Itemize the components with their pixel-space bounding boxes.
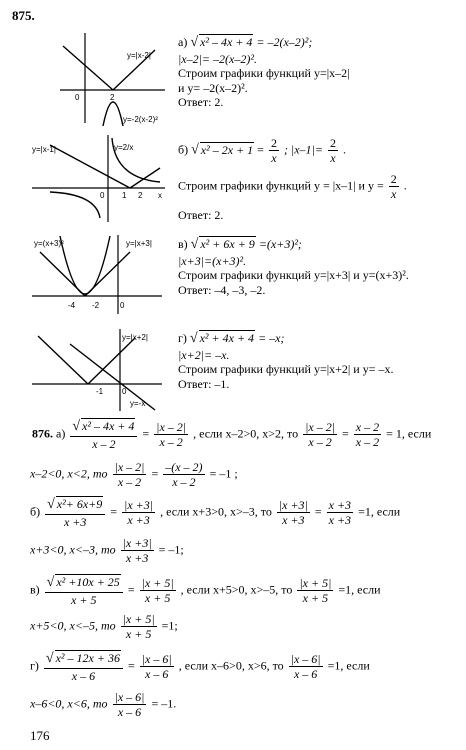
fraction: $\frac{\text{√ x² – 4x + 4}}{x - 2}$ (70, 418, 137, 451)
answer: Ответ: 2. (178, 207, 224, 222)
answer: Ответ: –1. (178, 376, 230, 391)
fraction: $\frac{|x +3|}{x +3}$ (278, 497, 308, 528)
graph-label: 1 (122, 191, 127, 200)
fraction: $\frac{2}{x}$ (390, 171, 397, 202)
radicand: x² + 6x + 9 (200, 237, 255, 251)
part-label: а) (178, 35, 188, 49)
fraction: $\frac{|x + 5|}{x + 5}$ (141, 575, 174, 606)
fraction: $\frac{|x +3|}{x +3}$ (124, 497, 154, 528)
problem-875g-text (178, 330, 463, 391)
part-label: в) (30, 582, 40, 597)
fraction: $\frac{\text{√ x² – 12x + 36}}{x - 6}$ (44, 650, 123, 683)
fraction: $\frac{|x - 2|}{x - 2}$ (156, 419, 187, 450)
equation: |x+3|=(x+3)². (178, 253, 247, 268)
graph-875g (30, 326, 165, 414)
fraction: $\frac{-(x - 2)}{x - 2}$ (165, 460, 203, 490)
problem-876-number: 876. (32, 426, 53, 441)
radical-sign: √ (191, 142, 199, 158)
answer: Ответ: –4, –3, –2. (178, 282, 266, 297)
fraction: $\frac{|x + 5|}{x + 5}$ (122, 612, 155, 642)
problem-876g-line1: г) $\frac{\text{√ x² – 12x + 36}}{x - 6}$ = $\frac{|x - 6|}{x - 6}$ , если x–6>0, x>6, то $\frac{|x - 6|}{x - 6}$ =1, если (30, 651, 370, 683)
equation (178, 330, 463, 348)
equation-rhs: = –x; (258, 331, 285, 345)
statement: Строим графики функций y=|x+2| и y= –x. (178, 362, 394, 377)
graph-875a (55, 28, 170, 128)
radicand: x² + 4x + 4 (199, 331, 255, 345)
fraction: $\frac{\text{√ x²+ 6x+9}}{x +3}$ (45, 496, 105, 529)
radical-sign: √ (190, 237, 199, 252)
graph-label: y=-2(x-2)² (123, 115, 158, 124)
fraction: $\frac{|x - 6|}{x - 6}$ (141, 651, 172, 682)
page-number: 176 (30, 728, 50, 743)
part-label: г) (178, 331, 187, 345)
radicand: x² – 4x + 4 (200, 35, 253, 49)
part-label: б) (178, 142, 189, 157)
problem-875a-text (178, 34, 458, 109)
graph-label: y=(x+3)² (34, 239, 64, 248)
fraction: $\frac{|x - 2|}{x - 2}$ (305, 419, 336, 450)
part-label: г) (30, 658, 39, 673)
graph-label: 0 (100, 191, 105, 200)
equation-rhs: =(x+3)²; (258, 237, 302, 251)
radical-sign: √ (189, 331, 198, 346)
graph-label: 0 (75, 93, 80, 102)
part-label: а) (56, 426, 66, 441)
graph-label: 2 (138, 191, 143, 200)
fraction: $\frac{x - 2}{x - 2}$ (355, 419, 380, 450)
problem-876a-line2: x–2<0, x<2, то $\frac{|x - 2|}{x - 2}$ = $\frac{-(x - 2)}{x - 2}$ = –1 ; (30, 460, 238, 490)
problem-875v-text (178, 236, 463, 297)
equation: |x–2|= –2(x–2)². (178, 51, 257, 66)
problem-876v-line1: в) $\frac{\text{√ x² +10x + 25}}{x + 5}$ = $\frac{|x + 5|}{x + 5}$ , если x+5>0, x>–5, то $\frac{|x + 5|}{x + 5}$ =1, если (30, 575, 381, 607)
graph-label: y=2/x (114, 143, 134, 152)
graph-label: y=|x-1| (32, 145, 56, 154)
graph-label: -4 (68, 301, 76, 310)
equation-rhs: ; |x–1|= (283, 142, 323, 157)
graph-label: 0 (122, 387, 127, 396)
fraction: $\frac{\text{√ x² +10x + 25}}{x + 5}$ (45, 574, 123, 607)
fraction: $\frac{|x - 6|}{x - 6}$ (290, 651, 321, 682)
part-label: в) (178, 237, 188, 251)
fraction: $\frac{x +3}{x +3}$ (328, 497, 352, 528)
problem-875b-text (178, 136, 458, 222)
graph-875b (30, 130, 170, 225)
statement: и y= –2(x–2)². (178, 80, 248, 95)
graph-label: y=-x (130, 399, 146, 408)
graph-label: y=|x+2| (122, 333, 148, 342)
statement: Строим графики функций y = |x–1| и y = $\frac{2}{x}$ . (178, 171, 407, 202)
fraction: $\frac{2}{x}$ (270, 136, 277, 166)
problem-876v-line2: x+5<0, x<–5, то $\frac{|x + 5|}{x + 5}$ =1; (30, 612, 178, 642)
fraction: $\frac{2}{x}$ (329, 136, 336, 166)
graph-label: -2 (92, 301, 100, 310)
statement: Строим графики функций y=|x–2| (178, 66, 350, 81)
statement: Строим графики функций y=|x+3| и y=(x+3)². (178, 268, 409, 283)
equation-rhs: = –2(x–2)²; (256, 35, 313, 49)
equation: |x+2|= –x. (178, 347, 230, 362)
problem-876b-line1: б) $\frac{\text{√ x²+ 6x+9}}{x +3}$ = $\frac{|x +3|}{x +3}$ , если x+3>0, x>–3, то $\frac{|x +3|}{x +3}$ = $\frac{x +3}{x +3}$ =1, если (30, 497, 401, 529)
equation (178, 34, 458, 52)
fraction: $\frac{|x + 5|}{x + 5}$ (299, 575, 332, 606)
fraction: $\frac{|x - 6|}{x - 6}$ (114, 690, 145, 720)
graph-label: 0 (120, 301, 125, 310)
graph-875v (30, 232, 165, 317)
problem-876b-line2: x+3<0, x<–3, то $\frac{|x +3|}{x +3}$ = –1; (30, 536, 184, 566)
fraction: $\frac{|x +3|}{x +3}$ (122, 536, 152, 566)
radicand: x² – 2x + 1 (200, 142, 254, 157)
answer: Ответ: 2. (178, 94, 224, 109)
graph-label: 2 (110, 93, 115, 102)
graph-label: x (158, 191, 162, 200)
problem-876g-line2: x–6<0, x<6, то $\frac{|x - 6|}{x - 6}$ = –1. (30, 690, 177, 720)
problem-876a-line1: 876. а) $\frac{\text{√ x² – 4x + 4}}{x - 2}$ = $\frac{|x - 2|}{x - 2}$ , если x–2>0, x>2, то $\frac{|x - 2|}{x - 2}$ = $\frac{x - 2}{x - 2}$ = 1, если (32, 419, 432, 451)
graph-label: y=|x+3| (126, 239, 152, 248)
graph-label: -1 (96, 387, 104, 396)
graph-label: y=|x-2| (127, 51, 151, 60)
problem-875-number: 875. (12, 8, 35, 23)
fraction: $\frac{|x - 2|}{x - 2}$ (114, 460, 145, 490)
radical-sign: √ (190, 35, 199, 50)
equation: б) √ x² – 2x + 1 = $\frac{2}{x}$ ; |x–1|= $\frac{2}{x}$ . (178, 136, 346, 166)
equation (178, 236, 463, 254)
part-label: б) (30, 504, 41, 519)
